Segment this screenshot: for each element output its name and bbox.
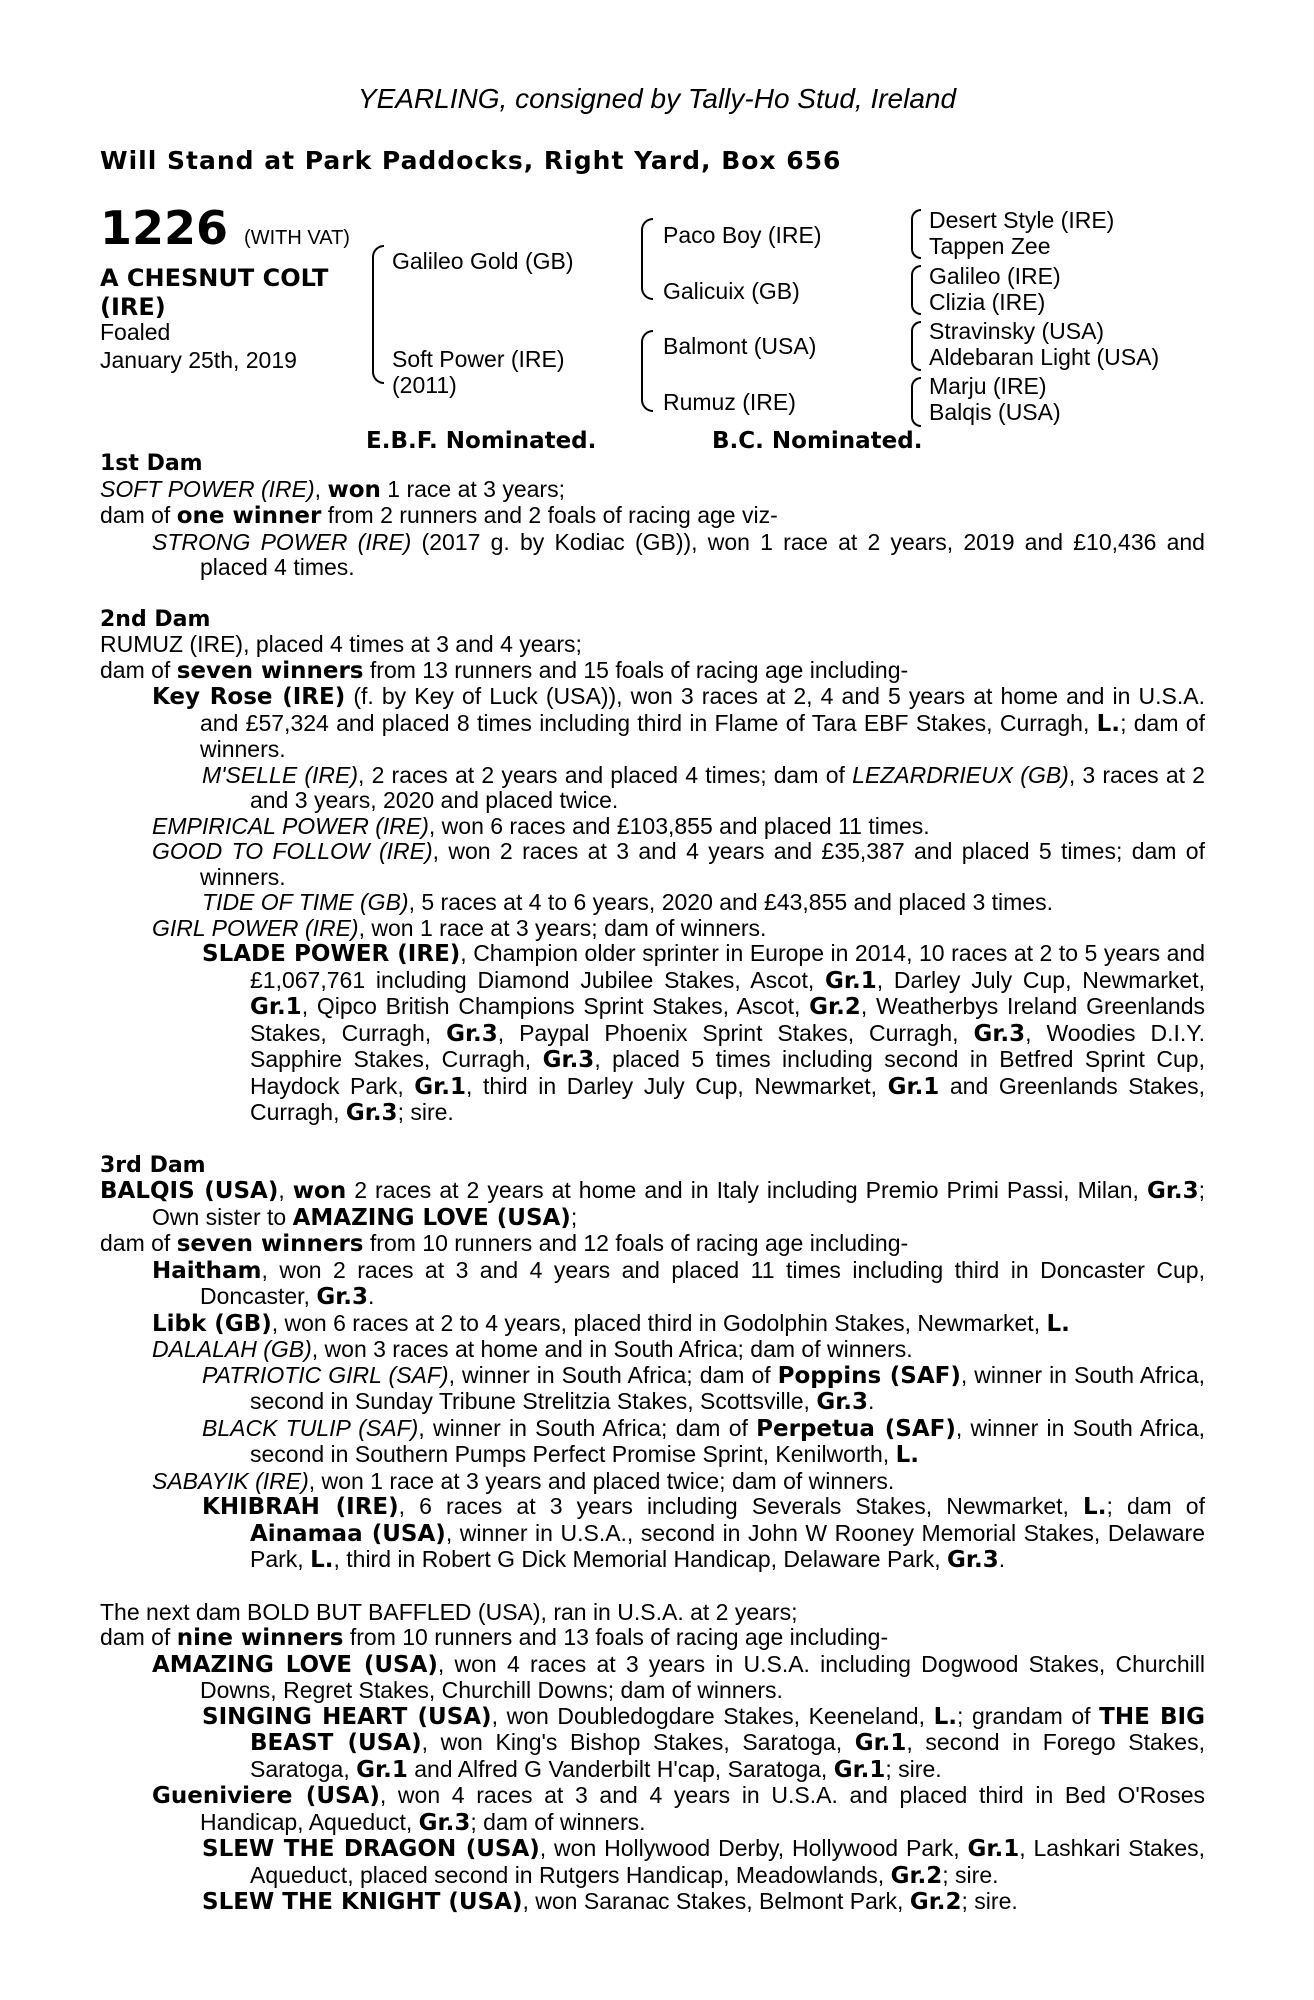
sire: Galileo Gold (GB) xyxy=(392,248,574,274)
dam-year: (2011) xyxy=(392,372,457,398)
sds: Galileo (IRE) xyxy=(929,263,1061,289)
produce-entry: EMPIRICAL POWER (IRE), won 6 races and £103,855 and placed 11 times. xyxy=(152,812,930,839)
foaled-date: January 25th, 2019 xyxy=(100,347,297,373)
pedigree-bracket-4 xyxy=(911,377,921,427)
third-dam-heading: 3rd Dam xyxy=(100,1152,206,1178)
bc-nominated: B.C. Nominated. xyxy=(712,428,923,454)
third-dam-line: BALQIS (USA), won 2 races at 2 years at home and in Italy including Premio Primi Passi, Milan, Gr.3; Own sister to AMAZING LOVE (USA); xyxy=(100,1177,1206,1231)
produce-entry: SLEW THE DRAGON (USA), won Hollywood Derby, Hollywood Park, Gr.1, Lashkari Stakes, Aqueduct, placed second in Rutgers Handicap, Meadowlands, Gr.2; sire. xyxy=(202,1835,1205,1889)
pedigree-bracket-dam xyxy=(641,330,653,412)
colt-line: A CHESNUT COLT xyxy=(100,264,329,292)
dam: Soft Power (IRE) xyxy=(392,346,565,372)
produce-entry: M'SELLE (IRE), 2 races at 2 years and placed 4 times; dam of LEZARDRIEUX (GB), 3 races at 2 and 3 years, 2020 and placed twice. xyxy=(202,761,1205,813)
produce-entry: SABAYIK (IRE), won 1 race at 3 years and placed twice; dam of winners. xyxy=(152,1467,895,1494)
dss: Stravinsky (USA) xyxy=(929,318,1105,344)
produce-entry: Key Rose (IRE) (f. by Key of Luck (USA)), won 3 races at 2, 4 and 5 years at home and in U.S.A. and £57,324 and placed 8 times including third in Flame of Tara EBF Stakes, Curragh, L.; dam of winners. xyxy=(152,683,1205,762)
page-title: YEARLING, consigned by Tally-Ho Stud, Ireland xyxy=(357,83,957,114)
produce-entry: TIDE OF TIME (GB), 5 races at 4 to 6 years, 2020 and £43,855 and placed 3 times. xyxy=(202,889,1054,915)
lot-number xyxy=(100,201,350,255)
first-dam-heading: 1st Dam xyxy=(100,451,203,476)
first-dam-produce: dam of one winner from 2 runners and 2 foals of racing age viz- xyxy=(100,502,778,529)
produce-entry: PATRIOTIC GIRL (SAF), winner in South Africa; dam of Poppins (SAF), winner in South Africa, second in Sunday Tribune Strelitzia Stakes, Scottsville, Gr.3. xyxy=(202,1361,1205,1415)
next-dam-produce: dam of nine winners from 10 runners and 13 foals of racing age including- xyxy=(100,1624,889,1651)
produce-entry: SLADE POWER (IRE), Champion older sprinter in Europe in 2014, 10 races at 2 to 5 years and £1,067,761 including Diamond Jubilee Stakes, Ascot, Gr.1, Darley July Cup, Newmarket, Gr.1, Qipco British Champions Sprint Stakes, Ascot, Gr.2, Weatherbys Ireland Greenlands Stakes, Curragh, Gr.3, Paypal Phoenix Sprint Stakes, Curragh, Gr.3, Woodies D.I.Y. Sapphire Stakes, Curragh, Gr.3, placed 5 times including second in Betfred Sprint Cup, Haydock Park, Gr.1, third in Darley July Cup, Newmarket, Gr.1 and Greenlands Stakes, Curragh, Gr.3; sire. xyxy=(202,940,1206,1126)
second-dam-line: RUMUZ (IRE), placed 4 times at 3 and 4 years; xyxy=(100,631,582,657)
pedigree-bracket-3 xyxy=(911,321,921,371)
pedigree-bracket-1 xyxy=(911,209,921,259)
ebf-nominated: E.B.F. Nominated. xyxy=(366,428,597,454)
produce-record xyxy=(100,451,1205,1916)
next-dam-line: The next dam BOLD BUT BAFFLED (USA), ran in U.S.A. at 2 years; xyxy=(100,1598,798,1625)
produce-entry: Gueniviere (USA), won 4 races at 3 and 4 years in U.S.A. and placed third in Bed O'Roses Handicap, Aqueduct, Gr.3; dam of winners. xyxy=(152,1782,1205,1836)
produce-entry: KHIBRAH (IRE), 6 races at 3 years including Severals Stakes, Newmarket, L.; dam of Ainamaa (USA), winner in U.S.A., second in John W Rooney Memorial Stakes, Delaware Park, L., third in Robert G Dick Memorial Handicap, Delaware Park, Gr.3. xyxy=(202,1493,1205,1573)
produce-entry: Haitham, won 2 races at 3 and 4 years and placed 11 times including third in Doncaster Cup, Doncaster, Gr.3. xyxy=(152,1256,1205,1310)
produce-entry: BLACK TULIP (SAF), winner in South Africa; dam of Perpetua (SAF), winner in South Africa, second in Southern Pumps Perfect Promise Sprint, Kenilworth, L. xyxy=(202,1414,1206,1468)
produce-entry: SINGING HEART (USA), won Doubledogdare Stakes, Keeneland, L.; grandam of THE BIG BEAST (USA), won King's Bishop Stakes, Saratoga, Gr.1, second in Forego Stakes, Saratoga, Gr.1 and Alfred G Vanderbilt H'cap, Saratoga, Gr.1; sire. xyxy=(202,1702,1205,1783)
first-dam-line: SOFT POWER (IRE), won 1 race at 3 years; xyxy=(100,475,565,503)
pedigree-bracket-sire xyxy=(641,218,653,300)
sire-dam: Galicuix (GB) xyxy=(663,278,800,304)
pedigree-bracket-2 xyxy=(911,265,921,315)
second-dam-heading: 2nd Dam xyxy=(100,606,211,632)
produce-entry: Libk (GB), won 6 races at 2 to 4 years, placed third in Godolphin Stakes, Newmarket, L. xyxy=(152,1309,1070,1337)
sdd: Clizia (IRE) xyxy=(929,289,1046,315)
lot-number-value: 1226 xyxy=(100,201,229,255)
produce-entry: AMAZING LOVE (USA), won 4 races at 3 years in U.S.A. including Dogwood Stakes, Churchill Downs, Regret Stakes, Churchill Downs; dam of winners. xyxy=(152,1650,1205,1703)
dam-sire: Balmont (USA) xyxy=(663,333,817,359)
produce-entry: SLEW THE KNIGHT (USA), won Saranac Stakes, Belmont Park, Gr.2; sire. xyxy=(202,1888,1018,1915)
ddd: Balqis (USA) xyxy=(929,399,1061,425)
sss: Desert Style (IRE) xyxy=(929,207,1115,233)
foaled-info xyxy=(100,318,297,374)
colt-country: (IRE) xyxy=(100,293,166,321)
first-dam-foal: STRONG POWER (IRE) (2017 g. by Kodiac (GB)), won 1 race at 2 years, 2019 and £10,436 and placed 4 times. xyxy=(152,528,1205,580)
vat-note: (WITH VAT) xyxy=(244,227,350,249)
produce-entry: GIRL POWER (IRE), won 1 race at 3 years; dam of winners. xyxy=(152,914,767,941)
produce-entry: GOOD TO FOLLOW (IRE), won 2 races at 3 and 4 years and £35,387 and placed 5 times; dam of winners. xyxy=(152,838,1205,890)
sire-sire: Paco Boy (IRE) xyxy=(663,222,822,248)
dam-dam: Rumuz (IRE) xyxy=(663,389,796,415)
ssd: Tappen Zee xyxy=(929,233,1051,259)
dsd: Aldebaran Light (USA) xyxy=(929,344,1160,370)
second-dam-produce: dam of seven winners from 13 runners and 15 foals of racing age including- xyxy=(100,656,909,684)
third-dam-produce: dam of seven winners from 10 runners and 12 foals of racing age including- xyxy=(100,1230,909,1257)
stand-location: Will Stand at Park Paddocks, Right Yard, Box 656 xyxy=(100,146,842,175)
lot-description xyxy=(100,264,328,322)
pedigree-bracket-main xyxy=(372,245,384,384)
foaled-label: Foaled xyxy=(100,319,171,345)
produce-entry: DALALAH (GB), won 3 races at home and in South Africa; dam of winners. xyxy=(152,1336,913,1362)
dds: Marju (IRE) xyxy=(929,373,1047,399)
